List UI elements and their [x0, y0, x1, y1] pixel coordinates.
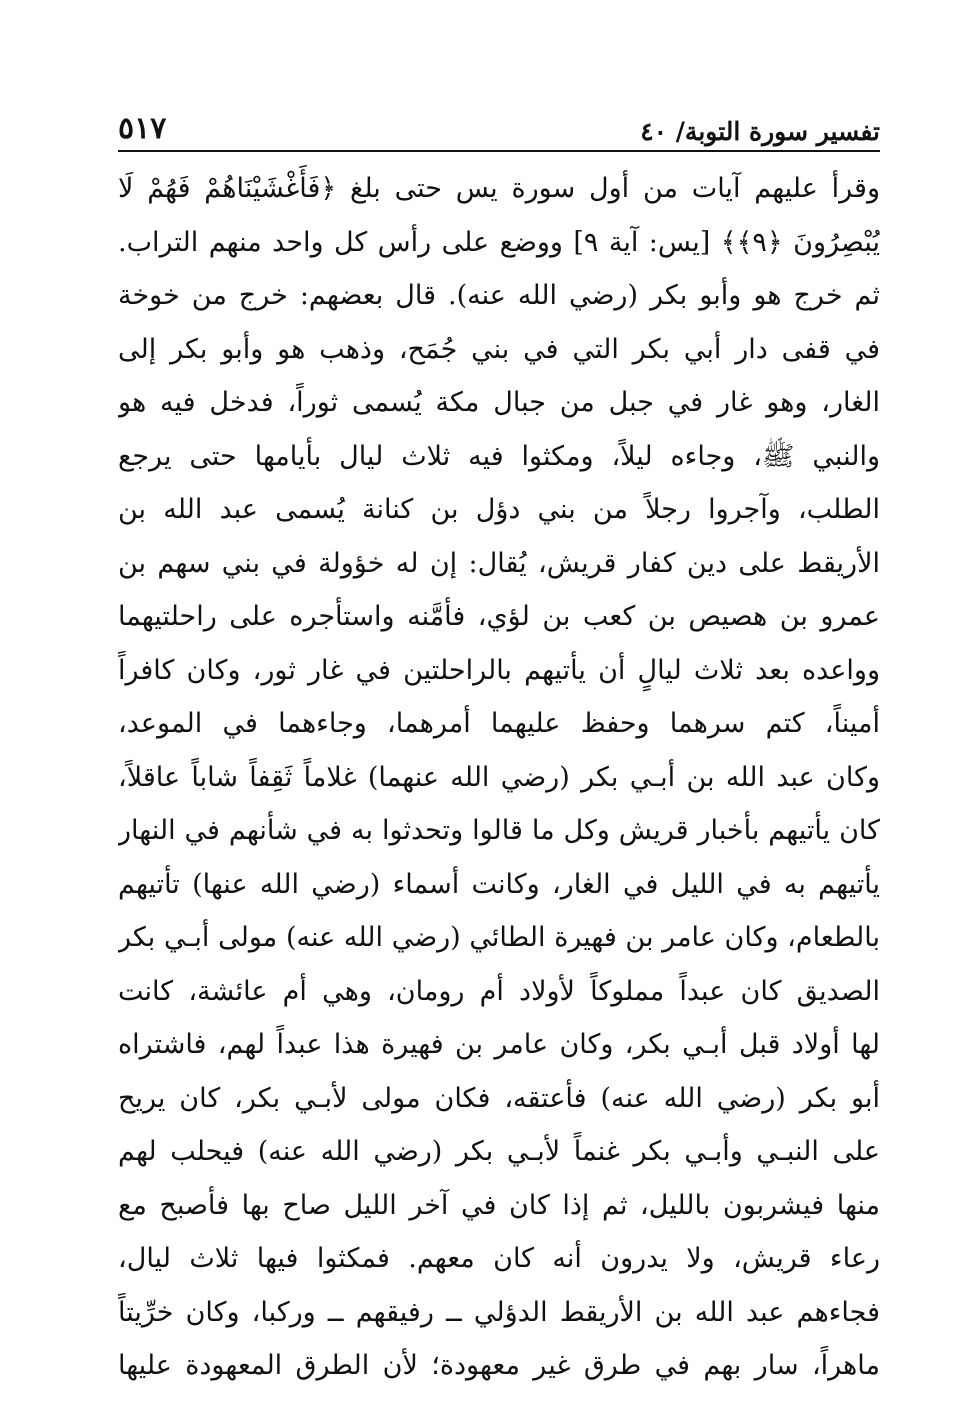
text-line: أبو بكر (رضي الله عنه) فأعتقه، فكان مولى لأبـي بكر، كان يريح	[118, 1082, 880, 1114]
text-line: فجاءهم عبد الله بن الأريقط الدؤلي ــ رفيقهم ــ وركبا، وكان خرِّيتاً	[118, 1296, 880, 1328]
text-line: وواعده بعد ثلاث ليالٍ أن يأتيهم بالراحلتين في غار ثور، وكان كافراً	[118, 654, 880, 686]
body-text	[118, 162, 880, 1393]
text-line: الأريقط على دين كفار قريش، يُقال: إن له خؤولة في بني سهم بن	[118, 547, 880, 579]
page-number: ٥١٧	[118, 111, 167, 146]
text-line: كان يأتيهم بأخبار قريش وكل ما قالوا وتحدثوا به في شأنهم في النهار	[118, 815, 880, 846]
text-line: ثم خرج هو وأبو بكر (رضي الله عنه). قال بعضهم: خرج من خوخة	[118, 280, 880, 311]
running-title: تفسير سورة التوبة/ ٤٠	[640, 117, 880, 146]
text-line: بالطعام، وكان عامر بن فهيرة الطائي (رضي الله عنه) مولى أبـي بكر	[118, 922, 880, 953]
text-line: الطلب، وآجروا رجلاً من بني دؤل بن كنانة يُسمى عبد الله بن	[118, 494, 880, 525]
text-line: عمرو بن هصيص بن كعب بن لؤي، فأمَّنه واستأجره على راحلتيهما	[118, 601, 880, 632]
text-line: وكان عبد الله بن أبـي بكر (رضي الله عنهما) غلاماً ثَقِفاً شاباً عاقلاً،	[118, 761, 880, 793]
text-line: على النبـي وأبـي بكر غنماً لأبـي بكر (رضي الله عنه) فيحلب لهم	[118, 1136, 880, 1167]
text-line: وقرأ عليهم آيات من أول سورة يس حتى بلغ ﴿فَأَغْشَيْنَاهُمْ فَهُمْ لَا	[118, 173, 880, 204]
text-line: منها فيشربون بالليل، ثم إذا كان في آخر الليل صاح بها فأصبح مع	[118, 1189, 880, 1221]
text-line: رعاء قريش، ولا يدرون أنه كان معهم. فمكثوا فيها ثلاث ليال،	[118, 1243, 880, 1274]
text-line: والنبي ﷺ، وجاءه ليلاً، ومكثوا فيه ثلاث ليال بأيامها حتى يرجع	[118, 440, 880, 472]
page-header	[118, 96, 880, 144]
text-line: الغار، وهو غار في جبل من جبال مكة يُسمى ثوراً، فدخل فيه هو	[118, 387, 880, 418]
header-rule	[118, 150, 880, 152]
text-line: لها أولاد قبل أبـي بكر، وكان عامر بن فهيرة هذا عبداً لهم، فاشتراه	[118, 1029, 880, 1060]
text-line: يأتيهم به في الليل في الغار، وكانت أسماء (رضي الله عنها) تأتيهم	[118, 868, 880, 900]
text-line: أميناً، كتم سرهما وحفظ عليهما أمرهما، وجاءهما في الموعد،	[118, 708, 880, 739]
text-line: ماهراً، سار بهم في طرق غير معهودة؛ لأن الطرق المعهودة عليها	[118, 1350, 880, 1381]
text-line: الصديق كان عبداً مملوكاً لأولاد أم رومان، وهي أم عائشة، كانت	[118, 975, 880, 1007]
text-line: في قفى دار أبي بكر التي في بني جُمَح، وذهب هو وأبو بكر إلى	[118, 333, 880, 365]
text-line: يُبْصِرُونَ ﴿٩﴾﴾ [يس: آية ٩] ووضع على رأس كل واحد منهم التراب.	[118, 226, 880, 258]
